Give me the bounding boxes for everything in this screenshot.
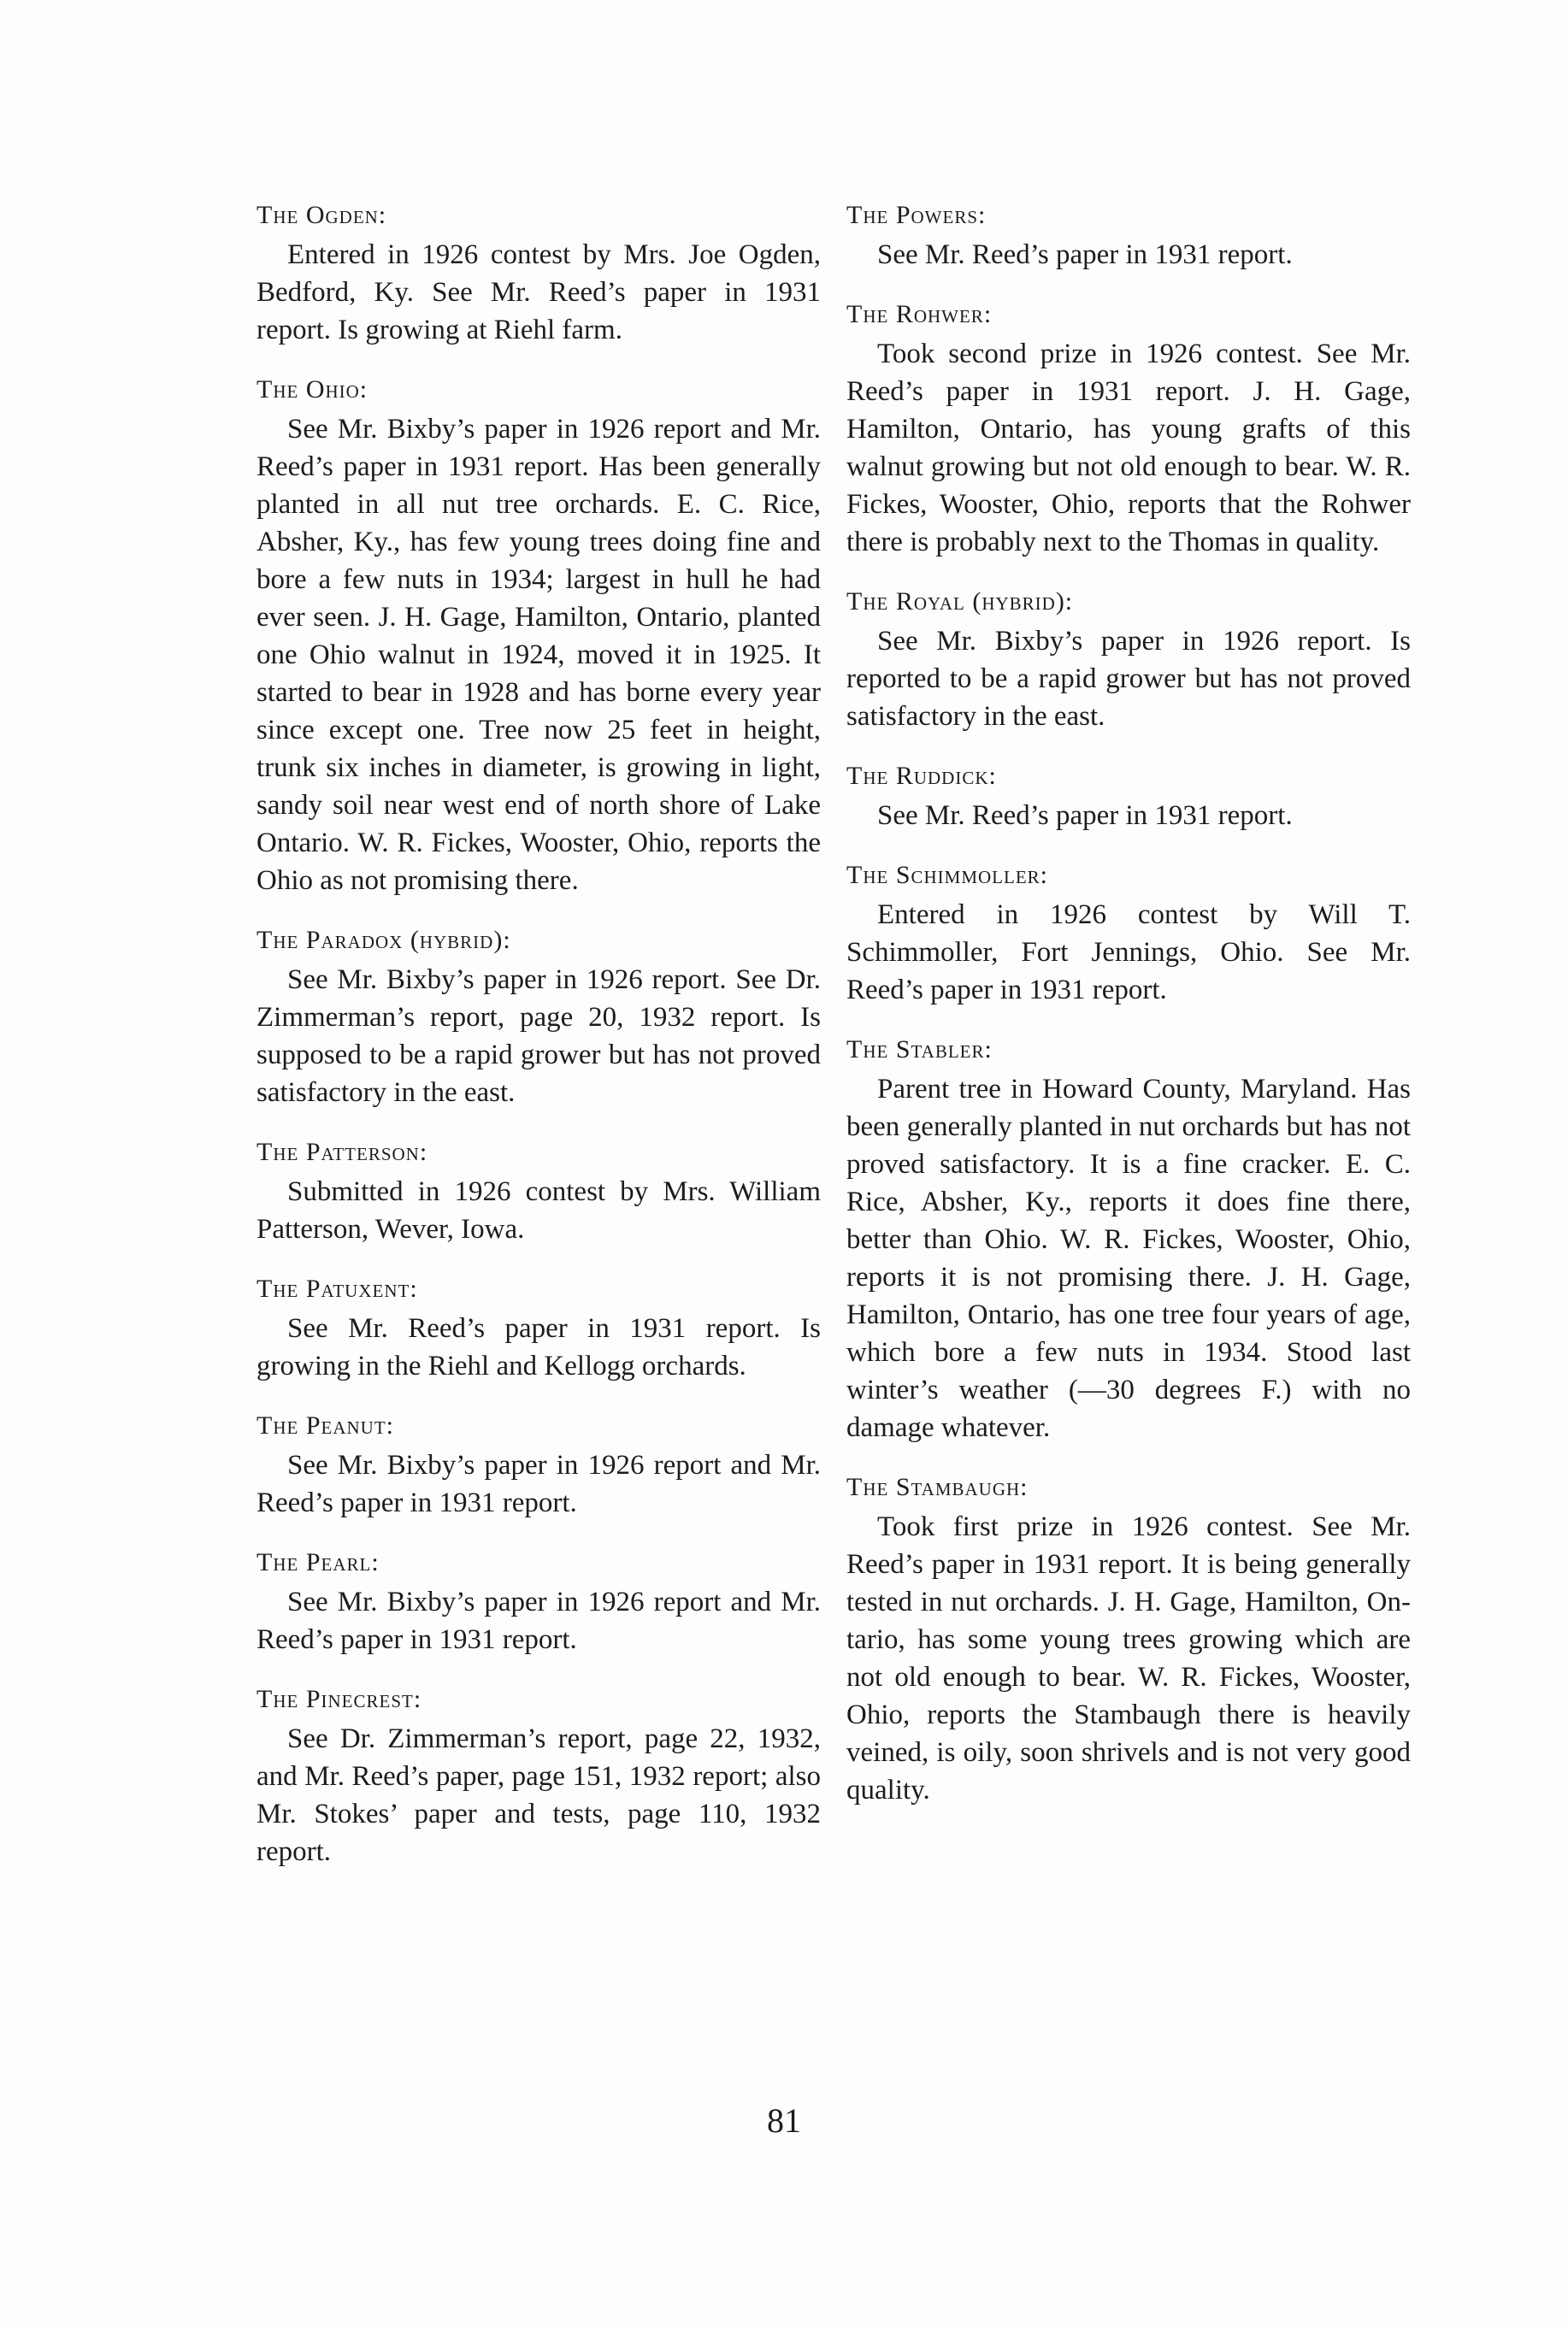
entry-body: See Mr. Bixby’s paper in 1926 report. Is reported to be a rapid grower but has not proved satisfactory in the east. (846, 626, 1411, 732)
entry-title: The Rohwer: (846, 300, 993, 328)
entry-title: The Stabler: (846, 1035, 993, 1063)
entry-title: The Pearl: (256, 1548, 380, 1576)
entry-body: Parent tree in Howard County, Maryland. Has been generally planted in nut orchards but has not proved satisfactory. It is a fine cracker. E. C. Rice, Absher, Ky., reports it does fine there, better than Ohio. W. R. Fickes, Wooster, Ohio, reports it is not promising there. J. H. Gage, Hamilton, Ontario, has one tree four years of age, which bore a few nuts in 1934. Stood last winter’s weather (—30 degrees F.) with no damage whatever. (846, 1074, 1411, 1443)
entry-body: See Mr. Bixby’s paper in 1926 report and Mr. Reed’s paper in 1931 report. (256, 1587, 821, 1655)
entry-body: See Mr. Reed’s paper in 1931 report. (877, 800, 1293, 831)
entry-body: Took first prize in 1926 contest. See Mr. Reed’s paper in 1931 report. It is being generally tested in nut orchards. J. H. Gage, Hamilton, Ontario, has some young trees growing which are not old enough to bear. W. R. Fickes, Wooster, Ohio, reports the Stambaugh there is heavily veined, is oily, soon shrivels and is not very good quality. (846, 1511, 1411, 1806)
entry-body: See Mr. Bixby’s paper in 1926 report and Mr. Reed’s paper in 1931 report. (256, 1450, 821, 1518)
entry-royal (846, 585, 1411, 735)
entry-peanut (256, 1409, 821, 1522)
entry-title: The Ruddick: (846, 762, 997, 790)
entry-stambaugh (846, 1470, 1411, 1809)
entry-pinecrest (256, 1682, 821, 1870)
entry-pearl (256, 1546, 821, 1658)
entry-title: The Schimmoller: (846, 861, 1049, 889)
entry-stabler (846, 1033, 1411, 1446)
entry-patuxent (256, 1272, 821, 1385)
entry-title: The Patuxent: (256, 1275, 418, 1303)
entry-body: See Mr. Bixby’s paper in 1926 report. See Dr. Zimmerman’s report, page 20, 1932 report. Is supposed to be a rapid grower but has not proved satisfactory in the east. (256, 964, 821, 1108)
entry-patterson (256, 1135, 821, 1248)
entry-body: Entered in 1926 contest by Will T. Schimmoller, Fort Jennings, Ohio. See Mr. Reed’s paper in 1931 report. (846, 899, 1411, 1005)
entry-ogden (256, 198, 821, 349)
entry-body: See Mr. Reed’s paper in 1931 report. Is growing in the Riehl and Kellogg orchards. (256, 1313, 821, 1381)
entry-title: The Pinecrest: (256, 1685, 422, 1713)
entry-body: See Mr. Reed’s paper in 1931 report. (877, 239, 1293, 270)
entry-paradox (256, 923, 821, 1111)
entry-title: The Stambaugh: (846, 1473, 1029, 1501)
entry-ohio (256, 373, 821, 899)
page-number: 81 (767, 2101, 801, 2140)
entry-body: Entered in 1926 contest by Mrs. Joe Ogden, Bedford, Ky. See Mr. Reed’s paper in 1931 report. Is growing at Riehl farm. (256, 239, 821, 345)
left-column (256, 198, 821, 1894)
entry-body: See Dr. Zimmerman’s report, page 22, 1932, and Mr. Reed’s paper, page 151, 1932 report; also Mr. Stokes’ paper and tests, page 110, 1932 report. (256, 1723, 821, 1867)
entry-body: Submitted in 1926 contest by Mrs. William Patterson, Wever, Iowa. (256, 1176, 821, 1245)
entry-schimmoller (846, 858, 1411, 1009)
entry-title: The Paradox (hybrid): (256, 926, 511, 954)
entry-title: The Peanut: (256, 1411, 394, 1440)
entry-title: The Ogden: (256, 201, 387, 229)
entry-ruddick (846, 759, 1411, 834)
right-column (846, 198, 1411, 1833)
entry-body: See Mr. Bixby’s paper in 1926 report and Mr. Reed’s paper in 1931 report. Has been generally planted in all nut tree orchards. E. C. Rice, Absher, Ky., has few young trees doing fine and bore a few nuts in 1934; largest in hull he had ever seen. J. H. Gage, Hamilton, Ontario, planted one Ohio walnut in 1924, moved it in 1925. It started to bear in 1928 and has borne every year since except one. Tree now 25 feet in height, trunk six inches in diameter, is growing in light, sandy soil near west end of north shore of Lake Ontario. W. R. Fickes, Wooster, Ohio, reports the Ohio as not promising there. (256, 414, 821, 896)
entry-body: Took second prize in 1926 contest. See Mr. Reed’s paper in 1931 report. J. H. Gage, Hamilton, Ontario, has young grafts of this walnut growing but not old enough to bear. W. R. Fickes, Wooster, Ohio, reports that the Rohwer there is probably next to the Thomas in quality. (846, 339, 1411, 557)
entry-title: The Patterson: (256, 1138, 428, 1166)
entry-powers (846, 198, 1411, 274)
entry-title: The Ohio: (256, 375, 368, 404)
entry-title: The Royal (hybrid): (846, 587, 1074, 616)
entry-title: The Powers: (846, 201, 987, 229)
entry-rohwer (846, 298, 1411, 561)
